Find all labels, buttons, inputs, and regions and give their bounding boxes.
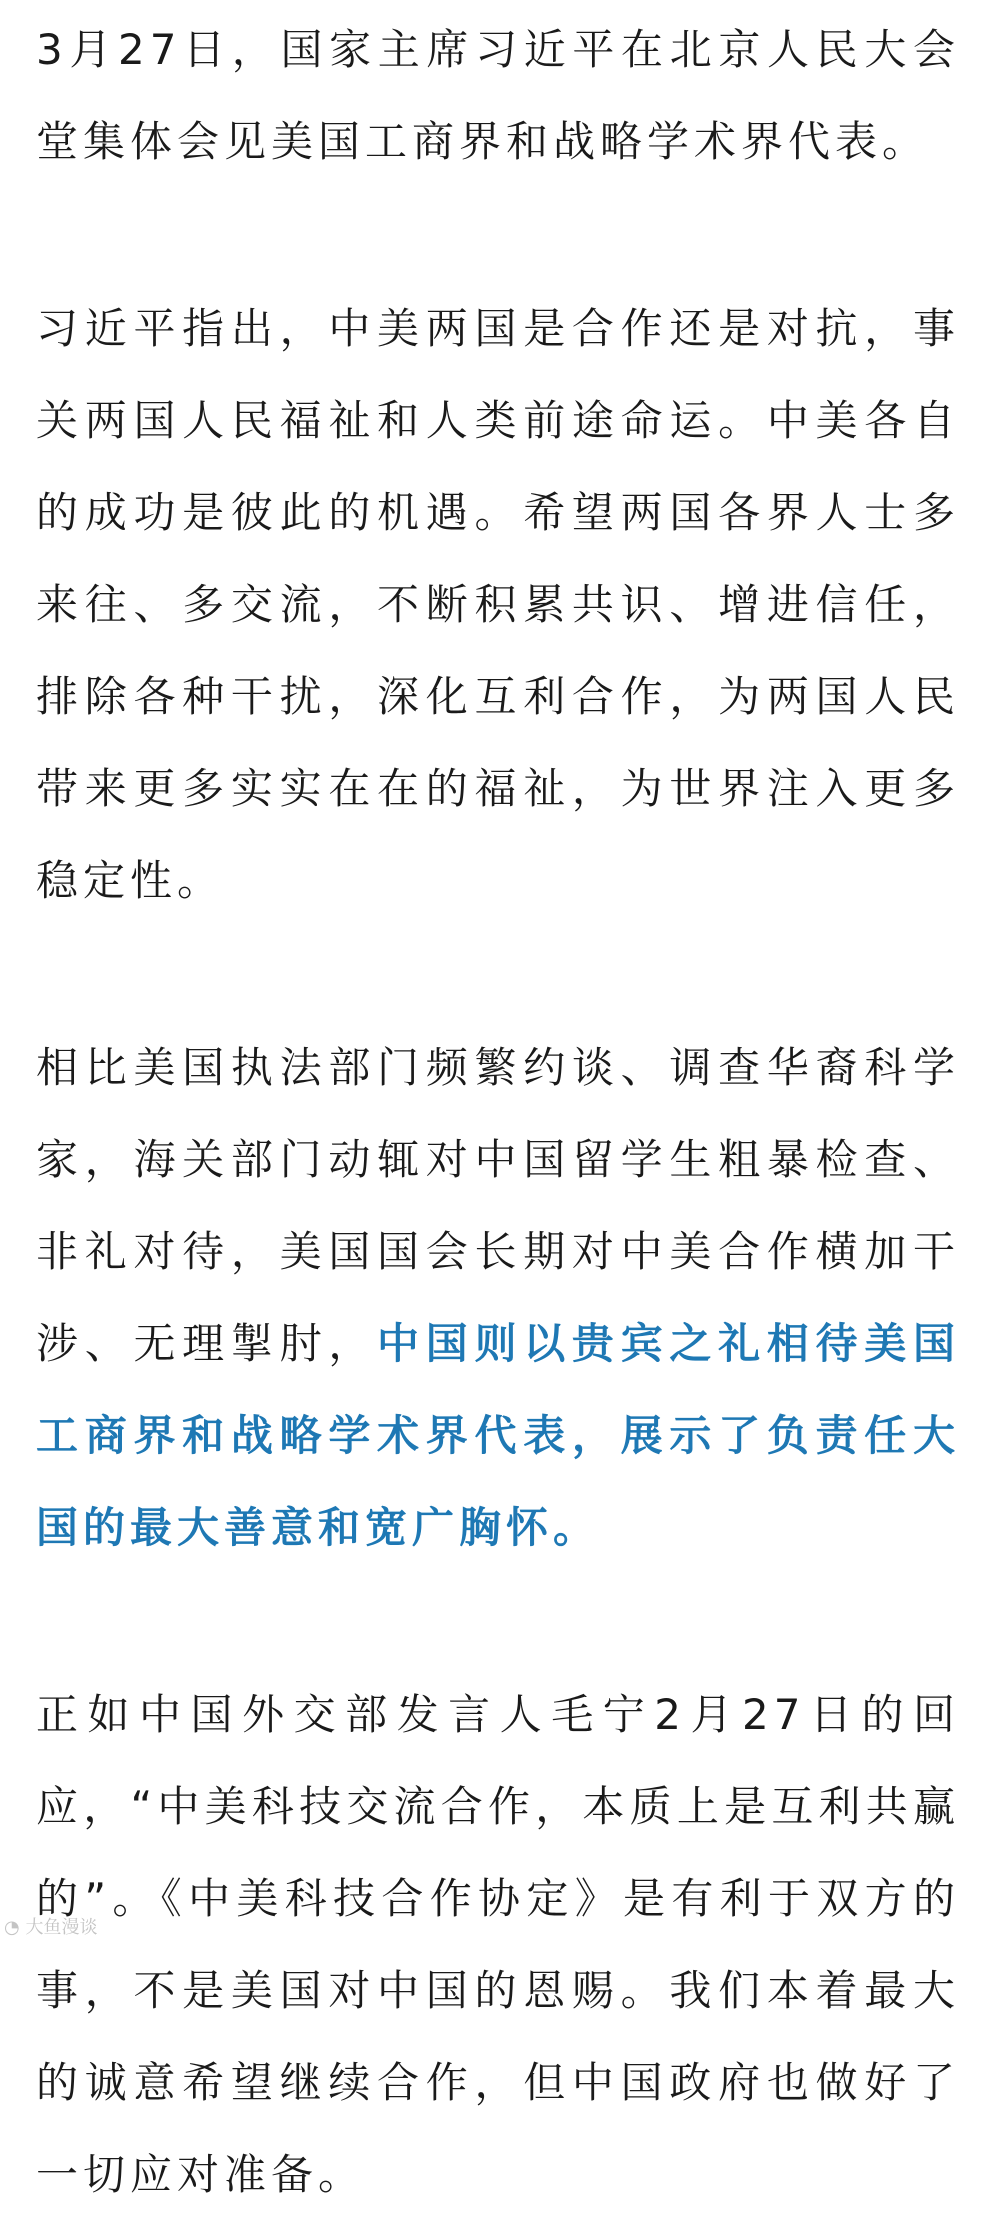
paragraph-4-text: 正如中国外交部发言人毛宁2月27日的回应，“中美科技交流合作，本质上是互利共赢的”。《中美科技合作协定》是有利于双方的事，不是美国对中国的恩赐。我们本着最大的诚意希望继续合作，但中国政府也做好了一切应对准备。 (36, 1690, 960, 2199)
paragraph-3-text: 相比美国执法部门频繁约谈、调查华裔科学家，海关部门动辄对中国留学生粗暴检查、非礼对待，美国国会长期对中美合作横加干涉、无理掣肘， (36, 1043, 960, 1368)
paragraph-4 (36, 1669, 960, 2221)
paragraph-1-text: 3月27日，国家主席习近平在北京人民大会堂集体会见美国工商界和战略学术界代表。 (36, 25, 960, 166)
paragraph-2-text: 习近平指出，中美两国是合作还是对抗，事关两国人民福祉和人类前途命运。中美各自的成功是彼此的机遇。希望两国各界人士多来往、多交流，不断积累共识、增进信任，排除各种干扰，深化互利合作，为两国人民带来更多实实在在的福祉，为世界注入更多稳定性。 (36, 304, 960, 905)
paragraph-1 (36, 4, 960, 188)
watermark (4, 1918, 97, 1938)
paragraph-2 (36, 283, 960, 927)
paragraph-3-highlight: 中国则以贵宾之礼相待美国工商界和战略学术界代表，展示了负责任大国的最大善意和宽广胸怀。 (36, 1319, 960, 1552)
article-body (36, 4, 960, 2221)
paragraph-3 (36, 1022, 960, 1574)
watermark-text: 大鱼漫谈 (25, 1917, 98, 1938)
logo-icon: ◔ (4, 1917, 20, 1938)
